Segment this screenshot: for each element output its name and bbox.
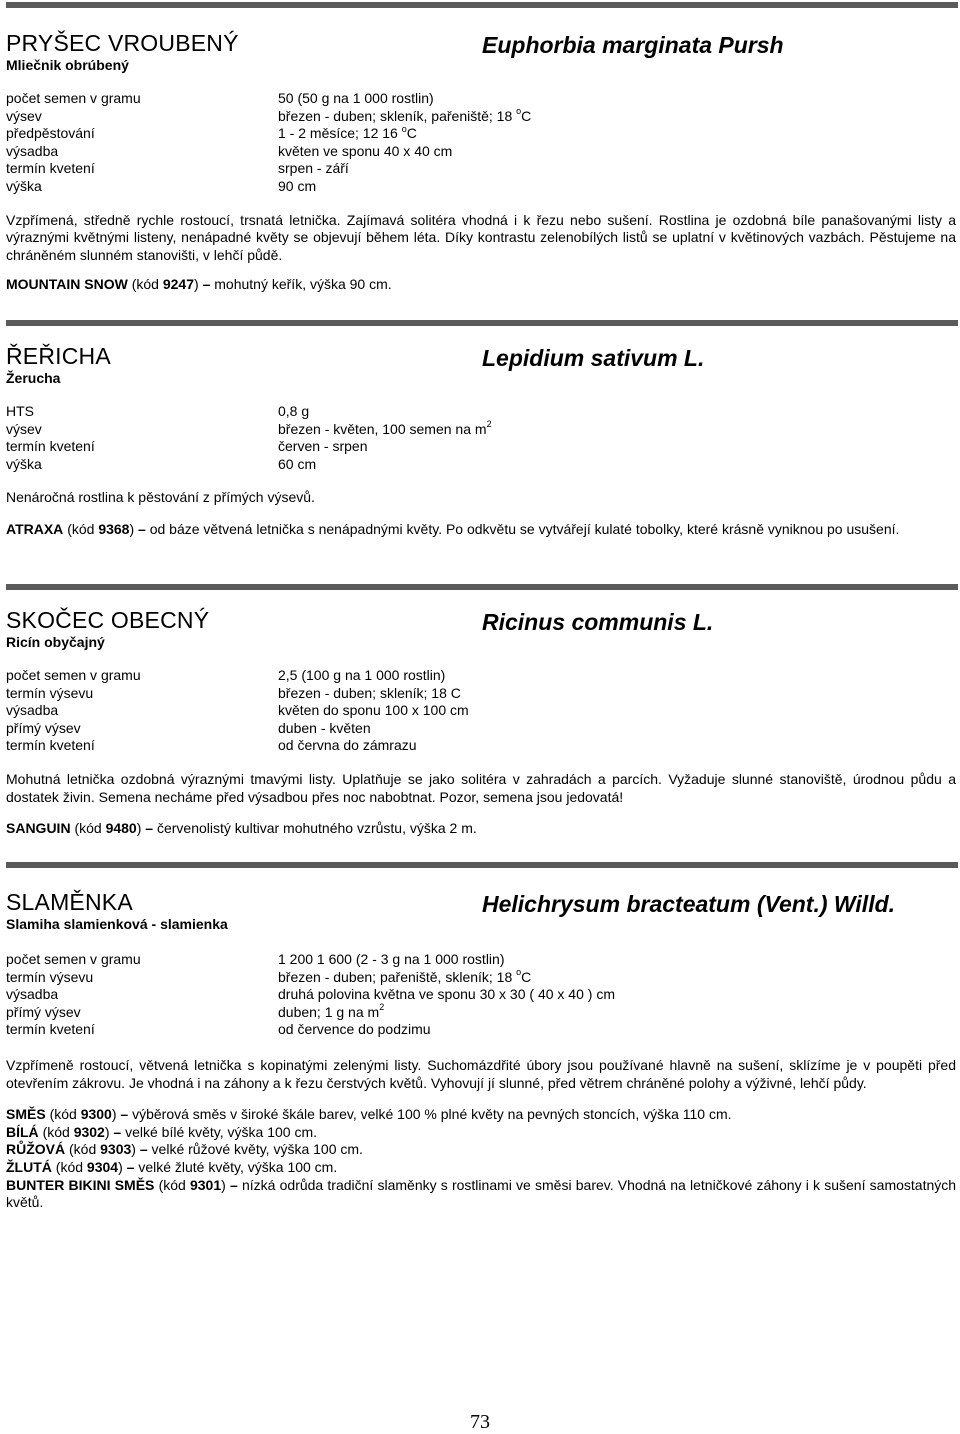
variety-name: BUNTER BIKINI SMĚS (6, 1176, 155, 1193)
variety-name: ŽLUTÁ (6, 1158, 52, 1175)
spec-label: výsadba (6, 986, 59, 1003)
spec-row (6, 90, 956, 108)
spec-row (6, 1004, 956, 1022)
spec-label: počet semen v gramu (6, 667, 141, 683)
variety-code: 9301 (189, 1176, 222, 1193)
variety-line: ŽLUTÁ (kód 9304) – velké žluté květy, výška 100 cm. (6, 1158, 338, 1175)
description: Mohutná letnička ozdobná výraznými tmavými listy. Uplatňuje se jako solitéra v zahradách a parcích. Vyžaduje slunné stanoviště, úrodnou půdu a dostatek živin. Semena necháme před výsadbou přes noc nabobtnat. Pozor, semena jsou jedovatá! (6, 770, 956, 805)
spec-label: počet semen v gramu (6, 951, 141, 967)
spec-label: termín kvetení (6, 438, 95, 455)
code-prefix: (kód (67, 520, 95, 537)
code-prefix: (kód (158, 1176, 186, 1193)
spec-value-text: duben; 1 g na m (278, 1003, 380, 1020)
variety-code: 9480 (105, 820, 137, 837)
variety-line: BÍLÁ (kód 9302) – velké bílé květy, výška 100 cm. (6, 1123, 318, 1140)
latin-name: Ricinus communis L. (482, 609, 714, 635)
spec-value: březen - duben; skleník; 18 C (278, 684, 461, 701)
spec-table (6, 403, 956, 473)
variety-name: ATRAXA (6, 520, 64, 537)
code-suffix: ) (104, 1123, 110, 1140)
spec-value (278, 125, 417, 143)
plant-section (6, 889, 956, 1212)
spec-superscript: 2 (379, 1002, 385, 1013)
spec-label: přímý výsev (6, 1003, 81, 1020)
plant-section (6, 343, 956, 539)
variety-list (6, 1106, 956, 1212)
code-suffix: ) (129, 520, 135, 537)
spec-label: výška (6, 455, 42, 472)
spec-label: výsadba (6, 142, 59, 159)
page-number: 73 (470, 1411, 490, 1433)
spec-label: přímý výsev (6, 719, 81, 736)
spec-value: 2,5 (100 g na 1 000 rostlin) (278, 667, 446, 683)
spec-table (6, 90, 956, 196)
spec-unit: C (406, 125, 417, 142)
variety-code: 9368 (98, 520, 130, 537)
spec-label: výška (6, 177, 42, 194)
variety-code: 9303 (100, 1141, 132, 1158)
spec-row (6, 951, 956, 969)
plant-title: ŘEŘICHA (6, 343, 111, 369)
spec-row (6, 438, 956, 456)
code-suffix: ) (136, 820, 142, 837)
spec-row (6, 418, 956, 439)
description: Vzpřímeně rostoucí, větvená letnička s kopinatými zelenými listy. Suchomázdřité úbory jsou používané hlavně na sušení, sklízíme je v poupěti před otevřením zákrovu. Je vhodná i na záhony a k řezu čerstvých květů. Vyhovují jí slunné, před větrem chráněné polohy a výživné, lehčí půdy. (6, 1056, 956, 1091)
spec-value (278, 418, 492, 439)
variety-code: 9304 (86, 1158, 119, 1175)
spec-superscript: o (516, 966, 522, 977)
spec-value: srpen - září (278, 160, 349, 177)
spec-row (6, 737, 956, 755)
spec-label: termín výsevu (6, 968, 94, 985)
variety-line: SANGUIN (kód 9480) – červenolistý kultivar mohutného vzrůstu, výška 2 m. (6, 820, 477, 837)
section-header (6, 30, 956, 72)
variety-line: MOUNTAIN SNOW (kód 9247) – mohutný keřík, výška 90 cm. (6, 276, 392, 293)
variety-line: RŮŽOVÁ (kód 9303) – velké růžové květy, výška 100 cm. (6, 1141, 363, 1158)
plant-subtitle: Ricín obyčajný (6, 634, 105, 650)
spec-row (6, 178, 956, 196)
section-divider (6, 320, 958, 326)
spec-value: červen - srpen (278, 438, 368, 455)
spec-label: termín kvetení (6, 160, 95, 177)
spec-label: výsadba (6, 702, 59, 719)
variety-name: SANGUIN (6, 820, 71, 837)
variety-name: MOUNTAIN SNOW (6, 276, 128, 293)
plant-subtitle: Slamiha slamienková - slamienka (6, 916, 228, 932)
spec-superscript: 2 (486, 418, 492, 429)
section-divider (6, 584, 958, 590)
spec-value (278, 966, 532, 987)
code-suffix: ) (194, 276, 199, 293)
spec-row (6, 1021, 956, 1039)
plant-title: SLAMĚNKA (6, 889, 133, 915)
variety-name: BÍLÁ (6, 1123, 39, 1140)
spec-value: duben - květen (278, 719, 371, 736)
latin-name: Helichrysum bracteatum (Vent.) Willd. (482, 891, 896, 917)
variety-code: 9247 (162, 276, 195, 293)
spec-superscript: o (401, 123, 407, 134)
spec-value: 0,8 g (278, 403, 310, 419)
spec-label: předpěstování (6, 125, 95, 142)
variety-line: SMĚS (kód 9300) – výběrová směs v široké škále barev, velké 100 % plné květy na pevných stoncích, výška 110 cm. (6, 1106, 732, 1123)
section-header (6, 889, 956, 931)
spec-label: termín výsevu (6, 684, 94, 701)
plant-section (6, 30, 956, 294)
spec-value: 1 200 1 600 (2 - 3 g na 1 000 rostlin) (278, 951, 505, 967)
variety-text: mohutný keřík, výška 90 cm. (214, 276, 392, 293)
spec-row (6, 966, 956, 987)
variety-text: výběrová směs v široké škále barev, velké 100 % plné květy na pevných stoncích, výška 110 cm. (132, 1106, 732, 1123)
latin-name: Euphorbia marginata Pursh (482, 32, 784, 58)
plant-title: PRYŠEC VROUBENÝ (6, 30, 239, 56)
spec-value: 50 (50 g na 1 000 rostlin) (278, 90, 434, 106)
code-prefix: (kód (42, 1123, 70, 1140)
variety-text: od báze větvená letnička s nenápadnými květy. Po odkvětu se vytvářejí kulaté tobolky, které krásně vyniknou po usušení. (149, 520, 900, 537)
variety-text: velké žluté květy, výška 100 cm. (138, 1158, 338, 1175)
code-suffix: ) (131, 1141, 136, 1158)
code-suffix: ) (111, 1106, 117, 1123)
section-header (6, 343, 956, 385)
spec-row (6, 685, 956, 703)
spec-value: 60 cm (278, 455, 317, 472)
spec-value: od června do zámrazu (278, 737, 417, 754)
spec-table (6, 667, 956, 755)
variety-text: červenolistý kultivar mohutného vzrůstu, výška 2 m. (156, 820, 477, 837)
spec-row (6, 667, 956, 685)
description: Vzpřímená, středně rychle rostoucí, trsnatá letnička. Zajímavá solitéra vhodná i k řezu nebo sušení. Rostlina je ozdobná bíle panašovanými listy a výraznými květnými listeny, nenápadné květy se objevují během léta. Díky kontrastu zelenobílých listů se uplatní v květinových vazbách. Pěstujeme na chráněném slunném stanovišti, v lehčí půdě. (6, 211, 956, 263)
variety-text: velké růžové květy, výška 100 cm. (151, 1141, 363, 1158)
spec-value-text: 1 - 2 měsíce; 12 16 (278, 125, 398, 142)
spec-label: výsev (6, 107, 42, 124)
spec-row (6, 143, 956, 161)
variety-line: ATRAXA (kód 9368) – od báze větvená letnička s nenápadnými květy. Po odkvětu se vytvářejí kulaté tobolky, které krásně vyniknou po usušení. (6, 520, 900, 537)
spec-value (278, 1004, 384, 1022)
spec-row (6, 986, 956, 1004)
code-prefix: (kód (49, 1106, 77, 1123)
spec-unit: C (521, 968, 532, 985)
description: Nenáročná rostlina k pěstování z přímých výsevů. (6, 489, 315, 506)
top-rule (6, 2, 958, 8)
spec-value-text: březen - duben; pařeniště, skleník; 18 (278, 968, 513, 985)
variety-text: nízká odrůda tradiční slaměnky s rostlinami ve směsi barev. Vhodná na letničkové záhony i k sušení samostatných květů. (6, 1176, 957, 1211)
spec-value: květen do sponu 100 x 100 cm (278, 702, 469, 719)
code-prefix: (kód (69, 1141, 97, 1158)
spec-row (6, 160, 956, 178)
section-divider (6, 862, 958, 868)
plant-title: SKOČEC OBECNÝ (6, 607, 210, 633)
plant-subtitle: Mliečnik obrúbený (6, 57, 129, 73)
code-prefix: (kód (74, 820, 102, 837)
code-prefix: (kód (55, 1158, 84, 1175)
variety-code: 9302 (73, 1123, 105, 1140)
spec-label: HTS (6, 403, 34, 419)
spec-row (6, 702, 956, 720)
spec-label: termín kvetení (6, 1021, 95, 1038)
plant-subtitle: Žerucha (6, 370, 61, 386)
spec-value-text: březen - duben; skleník, pařeniště; 18 (278, 107, 513, 124)
spec-value: 90 cm (278, 177, 317, 194)
spec-row (6, 720, 956, 738)
spec-value: od července do podzimu (278, 1021, 431, 1038)
spec-value: květen ve sponu 40 x 40 cm (278, 142, 453, 159)
latin-name: Lepidium sativum L. (482, 345, 705, 371)
code-suffix: ) (221, 1176, 226, 1193)
spec-superscript: o (516, 105, 522, 116)
spec-value-text: březen - květen, 100 semen na m (278, 420, 487, 437)
spec-row (6, 105, 956, 126)
spec-label: počet semen v gramu (6, 90, 141, 106)
spec-row (6, 403, 956, 421)
variety-name: RŮŽOVÁ (6, 1141, 66, 1158)
spec-value: druhá polovina května ve sponu 30 x 30 ( 40 x 40 ) cm (278, 986, 615, 1003)
variety-name: SMĚS (6, 1106, 46, 1123)
spec-table (6, 951, 956, 1039)
spec-row (6, 456, 956, 474)
variety-line: BUNTER BIKINI SMĚS (kód 9301) – nízká odrůda tradiční slaměnky s rostlinami ve směsi barev. Vhodná na letničkové záhony i k sušení samostatných květů. (6, 1176, 957, 1211)
plant-section (6, 607, 956, 838)
spec-label: termín kvetení (6, 737, 95, 754)
spec-unit: C (521, 107, 532, 124)
variety-text: velké bílé květy, výška 100 cm. (125, 1123, 318, 1140)
code-prefix: (kód (131, 276, 159, 293)
spec-row (6, 125, 956, 143)
section-header (6, 607, 956, 649)
spec-label: výsev (6, 420, 42, 437)
code-suffix: ) (118, 1158, 123, 1175)
spec-value (278, 105, 532, 126)
variety-code: 9300 (80, 1106, 112, 1123)
